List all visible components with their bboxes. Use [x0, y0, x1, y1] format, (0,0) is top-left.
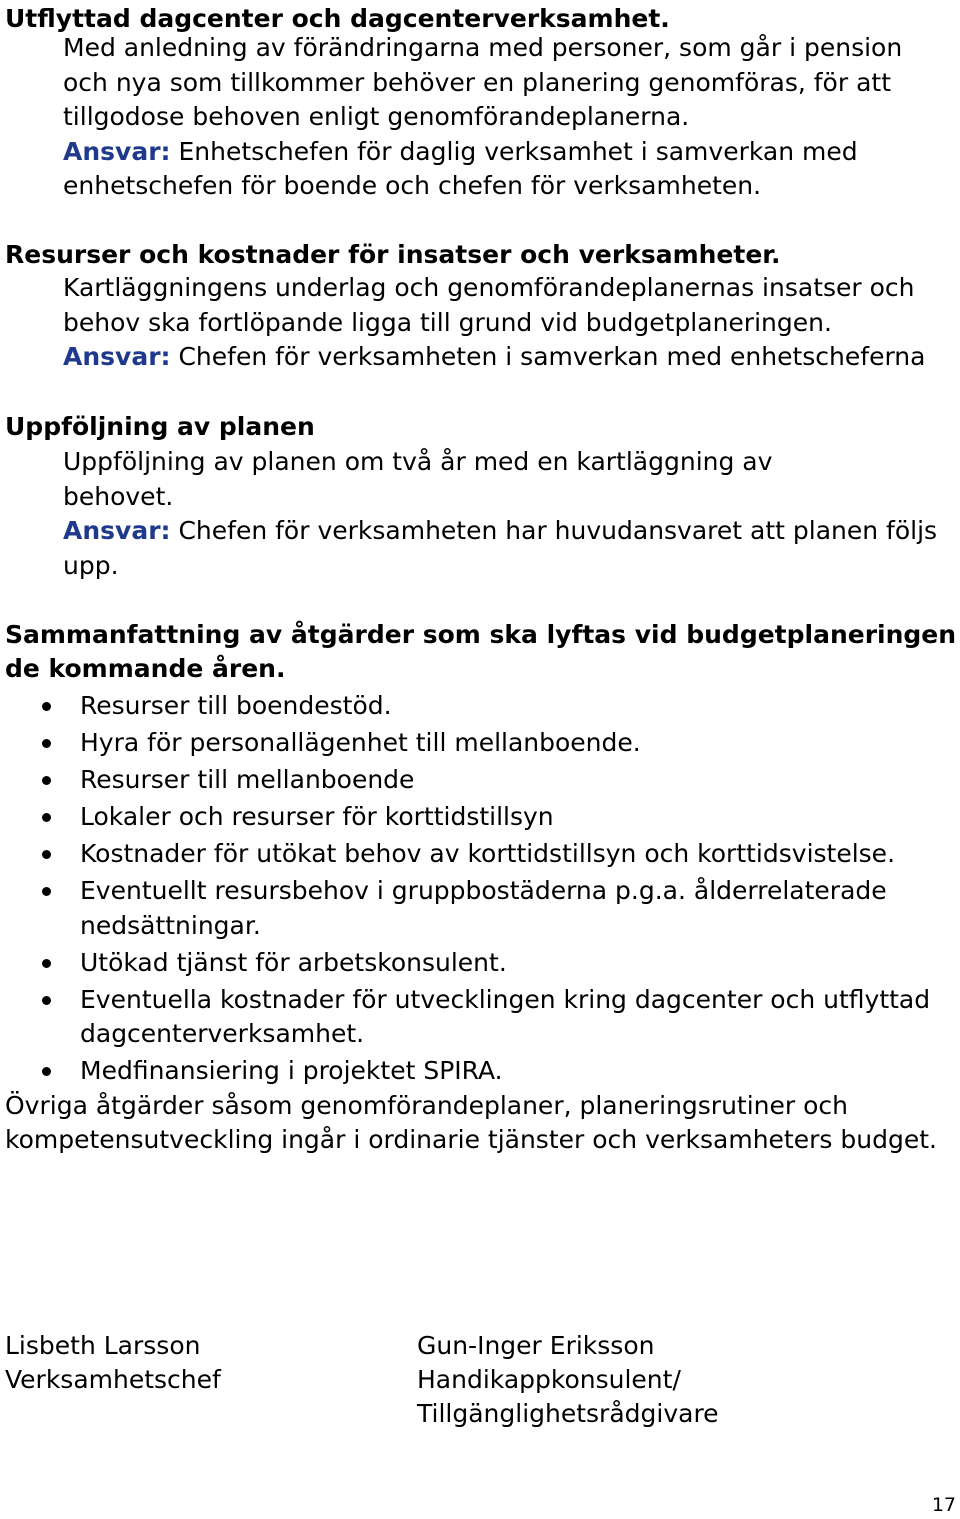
list-item — [0, 874, 955, 943]
ansvar-text: Enhetschefen för daglig verksamhet i samverkan med enhetschefen för boende och chefen för verksamheten. — [63, 136, 858, 200]
list-item — [0, 689, 955, 724]
list-item-text: Eventuella kostnader för utvecklingen kring dagcenter och utflyttad dagcenterverksamhet. — [80, 984, 931, 1048]
bullet-icon — [42, 702, 51, 711]
bullet-icon — [42, 959, 51, 968]
list-item-text: Resurser till mellanboende — [80, 765, 415, 794]
signature-title-line2: Tillgänglighetsrådgivare — [417, 1399, 719, 1428]
list-item-text: Resurser till boendestöd. — [80, 691, 392, 720]
ansvar-paragraph — [63, 514, 943, 583]
list-item — [0, 1054, 955, 1089]
section-heading-sammanfattning: Sammanfattning av åtgärder som ska lyftas vid budgetplaneringen — [5, 620, 957, 649]
section-heading-sammanfattning-line2: de kommande åren. — [5, 654, 286, 683]
bullet-icon — [42, 996, 51, 1005]
signature-block-right — [417, 1329, 719, 1431]
page-number: 17 — [931, 1494, 956, 1516]
action-list — [0, 689, 955, 1091]
list-item-text: Lokaler och resurser för korttidstillsyn — [80, 802, 554, 831]
signature-title: Verksamhetschef — [5, 1365, 221, 1394]
closing-paragraph-line1: Övriga åtgärder såsom genomförandeplaner, planeringsrutiner och — [5, 1091, 849, 1120]
bullet-icon — [42, 850, 51, 859]
section-heading-utflyttad-dagcenter: Utflyttad dagcenter och dagcenterverksamhet. — [5, 4, 670, 33]
list-item — [0, 726, 955, 761]
section-paragraph: Med anledning av förändringarna med personer, som går i pension och nya som tillkommer behöver en planering genomföras, för att tillgodose behoven enligt genomförandeplanerna. — [63, 33, 903, 131]
list-item-text: Medfinansiering i projektet SPIRA. — [80, 1056, 503, 1085]
signature-name: Lisbeth Larsson — [5, 1331, 201, 1360]
section-heading-uppfoljning: Uppföljning av planen — [5, 412, 315, 441]
signature-block-left — [5, 1329, 221, 1397]
bullet-icon — [42, 1067, 51, 1076]
list-item — [0, 763, 955, 798]
bullet-icon — [42, 776, 51, 785]
closing-paragraph-line2: kompetensutveckling ingår i ordinarie tjänster och verksamheters budget. — [5, 1125, 937, 1154]
list-item-text: Kostnader för utökat behov av korttidstillsyn och korttidsvistelse. — [80, 839, 896, 868]
bullet-icon — [42, 887, 51, 896]
ansvar-paragraph — [63, 340, 933, 375]
section-paragraph: Uppföljning av planen om två år med en kartläggning av behovet. — [63, 447, 773, 511]
section-heading-resurser: Resurser och kostnader för insatser och verksamheter. — [5, 240, 781, 269]
section-body-uppfoljning — [63, 445, 793, 514]
ansvar-label: Ansvar: — [63, 342, 171, 371]
signature-name: Gun-Inger Eriksson — [417, 1331, 655, 1360]
list-item-text: Eventuellt resursbehov i gruppbostäderna p.g.a. ålderrelaterade nedsättningar. — [80, 876, 887, 940]
ansvar-text: Chefen för verksamheten i samverkan med enhetscheferna — [170, 342, 926, 371]
bullet-icon — [42, 739, 51, 748]
signature-title: Handikappkonsulent/ — [417, 1365, 681, 1394]
list-item-text: Hyra för personallägenhet till mellanboende. — [80, 728, 641, 757]
section-body-utflyttad-dagcenter — [63, 31, 923, 204]
bullet-icon — [42, 813, 51, 822]
list-item-text: Utökad tjänst för arbetskonsulent. — [80, 947, 507, 977]
ansvar-label: Ansvar: — [63, 516, 171, 545]
list-item — [0, 837, 955, 872]
section-body-resurser — [63, 271, 933, 375]
section-paragraph: Kartläggningens underlag och genomförandeplanernas insatser och behov ska fortlöpande ligga till grund vid budgetplaneringen. — [63, 273, 915, 337]
list-item — [0, 946, 955, 981]
ansvar-text: Chefen för verksamheten har huvudansvaret att planen följs upp. — [63, 516, 938, 580]
section-ansvar-uppfoljning — [63, 514, 943, 583]
list-item — [0, 800, 955, 835]
ansvar-paragraph — [63, 135, 923, 204]
list-item — [0, 983, 955, 1052]
ansvar-label: Ansvar: — [63, 136, 171, 166]
